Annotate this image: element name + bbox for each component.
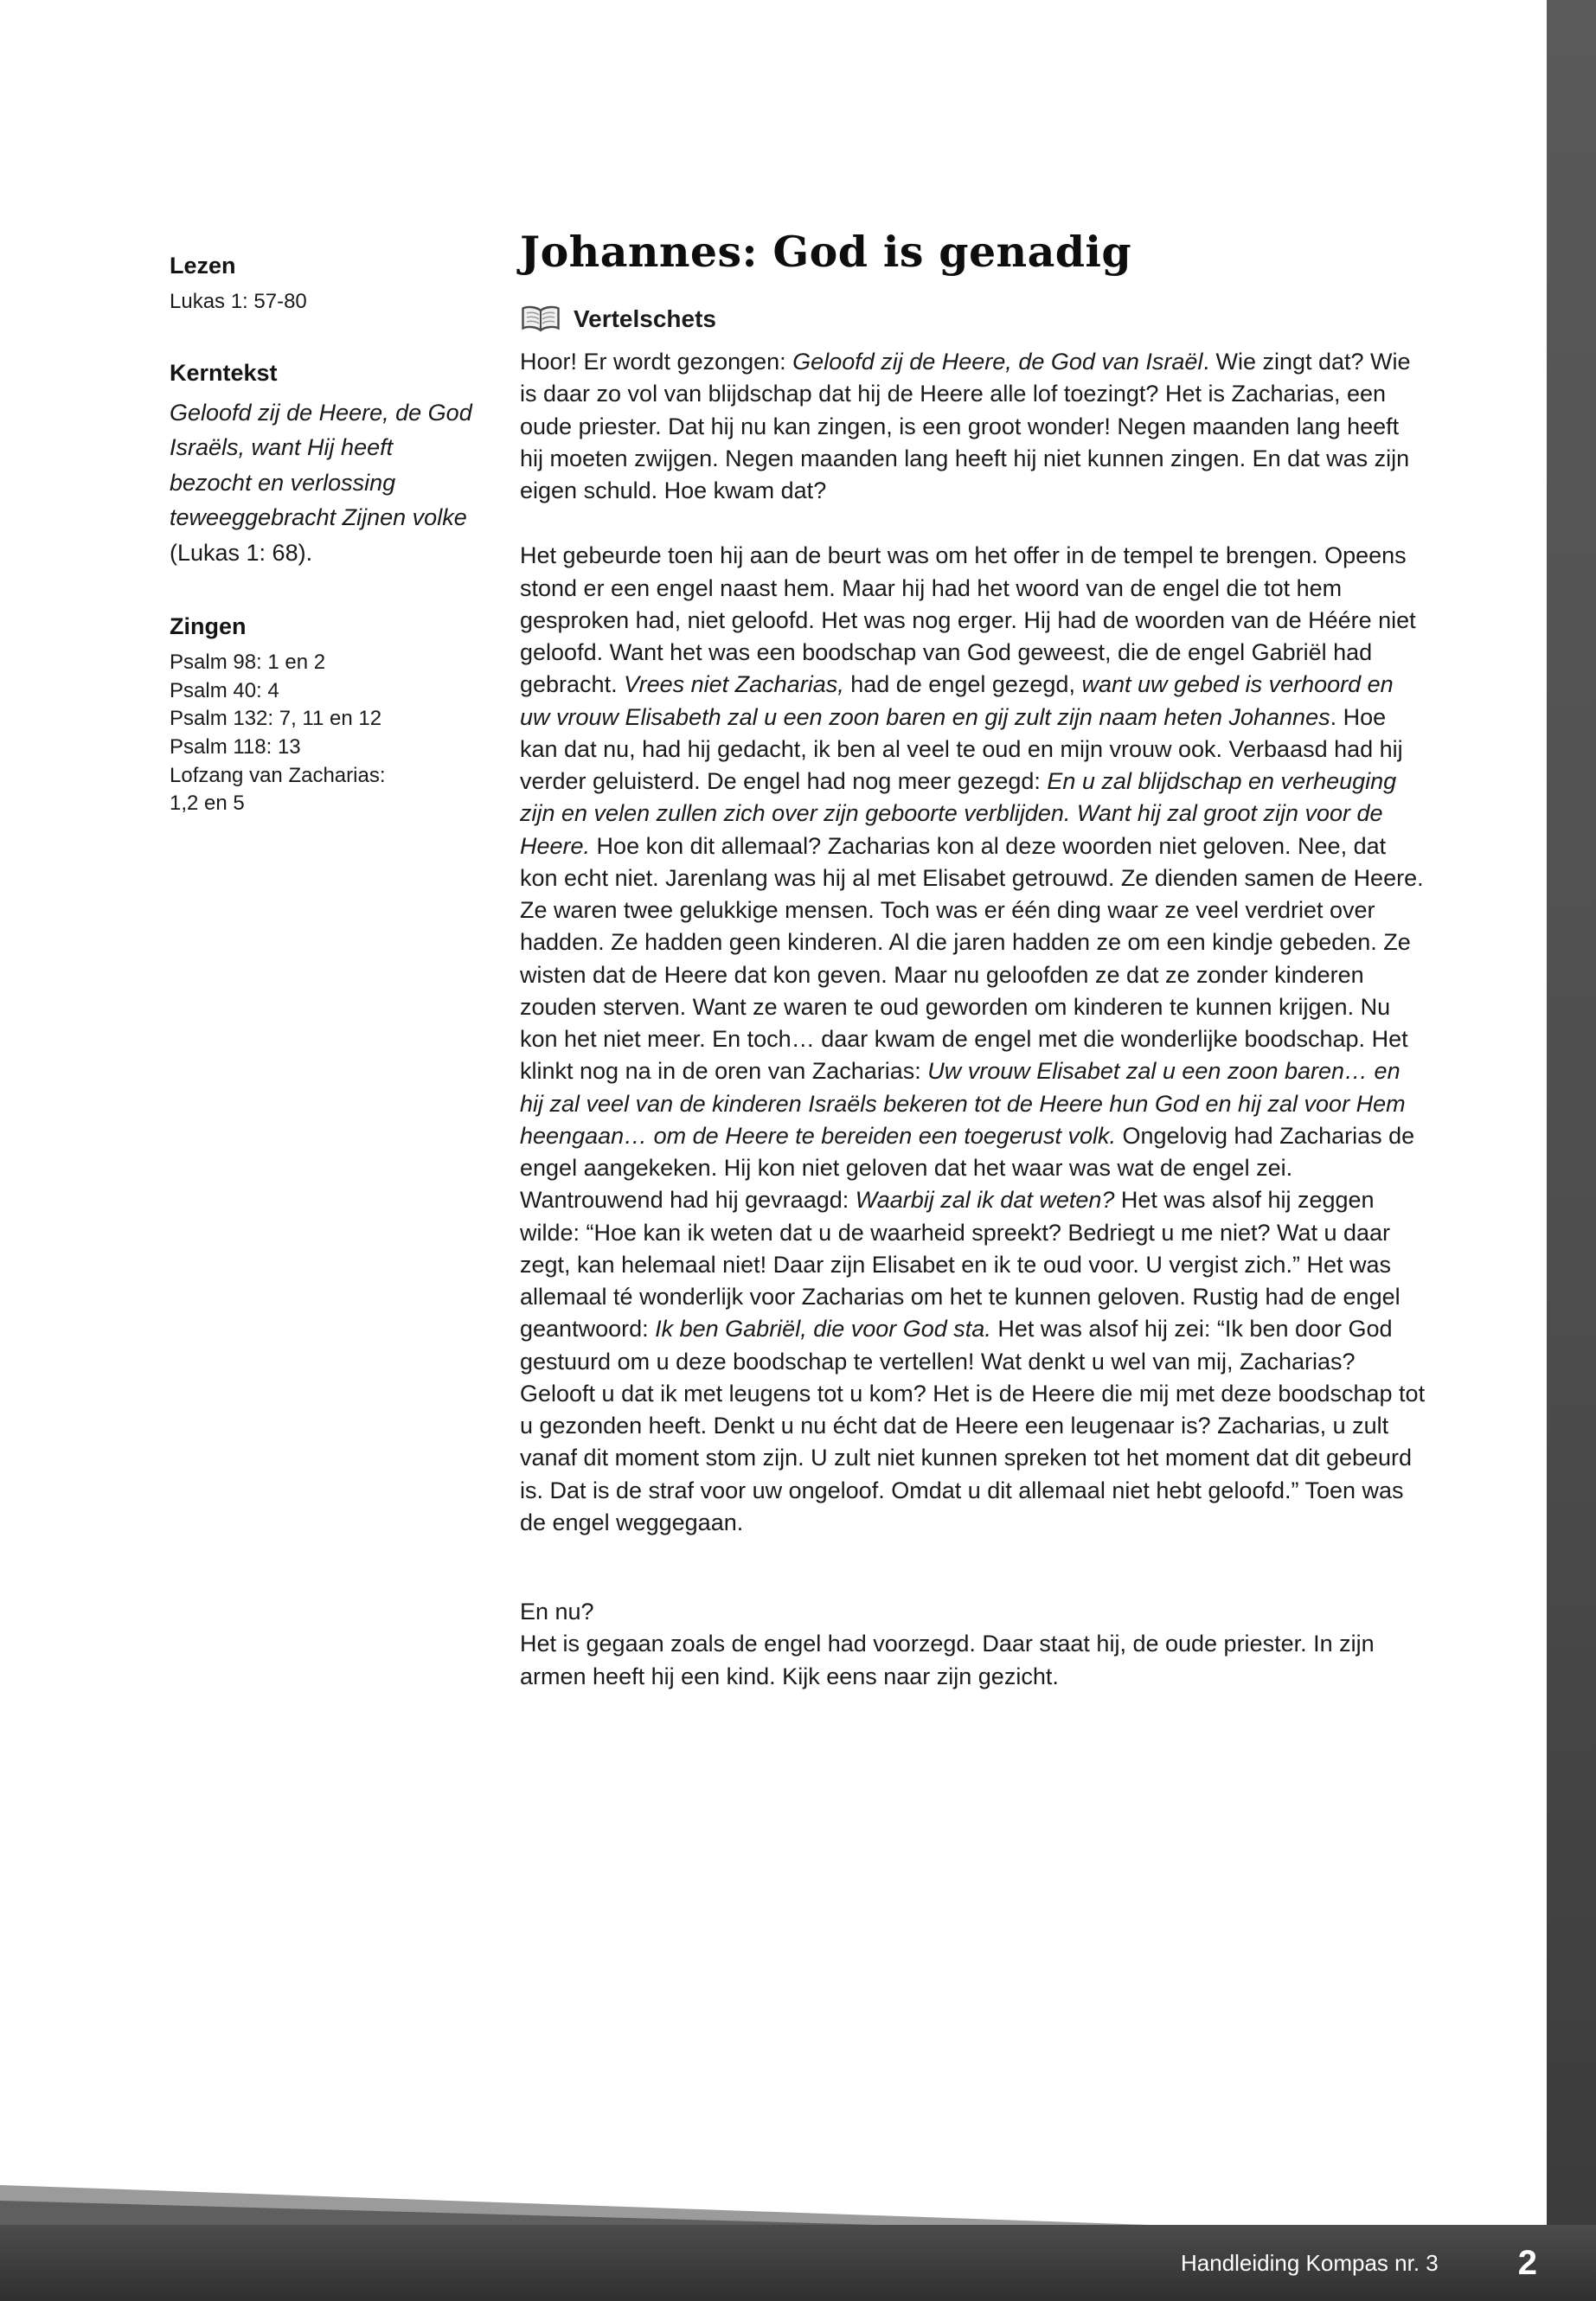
zingen-line: Psalm 40: 4	[170, 678, 279, 702]
zingen-line: Lofzang van Zacharias:	[170, 763, 386, 787]
story-paragraph-1: Hoor! Er wordt gezongen: Geloofd zij de Heere, de God van Israël. Wie zingt dat? Wie is daar zo vol van blijdschap dat hij de Heere alle lof toezingt? Het is Zacharias, een oude priester. Dat hij nu kan zingen, is een groot wonder! Negen maanden lang heeft hij moeten zwijgen. Negen maanden lang heeft hij niet kunnen zingen. En dat was zijn eigen schuld. Hoe kwam dat?	[520, 349, 1411, 503]
section-heading-vertelschets: Vertelschets	[574, 305, 716, 332]
vertelschets-header	[520, 304, 1426, 334]
article-title: Johannes: God is genadig	[520, 227, 1132, 277]
sidebar-section-zingen	[170, 613, 472, 818]
story-line-en-nu: En nu?	[520, 1599, 594, 1625]
zingen-line: 1,2 en 5	[170, 792, 245, 816]
right-edge-strip	[1547, 0, 1596, 2301]
sidebar-heading-kerntekst: Kerntekst	[170, 359, 278, 386]
footer-bar	[0, 2225, 1596, 2301]
sidebar-heading-zingen: Zingen	[170, 613, 247, 640]
sidebar-section-kerntekst	[170, 360, 472, 571]
zingen-line: Psalm 98: 1 en 2	[170, 651, 326, 675]
story-paragraph-2: Het gebeurde toen hij aan de beurt was om het offer in de tempel te brengen. Opeens stond er een engel naast hem. Maar hij had het woord van de engel die tot hem gesproken had, niet geloofd. Het was nog erger. Hij had de woorden van de Héére niet geloofd. Want het was een boodschap van God geweest, die de engel Gabriël had gebracht. Vrees niet Zacharias, had de engel gezegd, want uw gebed is verhoord en uw vrouw Elisabeth zal u een zoon baren en gij zult zijn naam heten Johannes. Hoe kan dat nu, had hij gedacht, ik ben al veel te oud en mijn vrouw ook. Verbaasd had hij verder geluisterd. De engel had nog meer gezegd: En u zal blijdschap en verheuging zijn en velen zullen zich over zijn geboorte verblijden. Want hij zal groot zijn voor de Heere. Hoe kon dit allemaal? Zacharias kon al deze woorden niet geloven. Nee, dat kon echt niet. Jarenlang was hij al met Elisabet getrouwd. Ze dienden samen de Heere. Ze waren twee gelukkige mensen. Toch was er één ding waar ze veel verdriet over hadden. Ze hadden geen kinderen. Al die jaren hadden ze om een kindje gebeden. Ze wisten dat de Heere dat kon geven. Maar nu geloofden ze dat ze zonder kinderen zouden sterven. Want ze waren te oud geworden om kinderen te kunnen krijgen. Nu kon het niet meer. En toch… daar kwam de engel met die wonderlijke boodschap. Het klinkt nog na in de oren van Zacharias: Uw vrouw Elisabet zal u een zoon baren… en hij zal veel van de kinderen Israëls bekeren tot de Heere hun God en hij zal voor Hem heengaan… om de Heere te bereiden een toegerust volk. Ongelovig had Zacharias de engel aangekeken. Hij kon niet geloven dat het waar was wat de engel zei. Wantrouwend had hij gevraagd: Waarbij zal ik dat weten? Het was alsof hij zeggen wilde: “Hoe kan ik weten dat u de waarheid spreekt? Bedriegt u me niet? Wat u daar zegt, kan helemaal niet! Daar zijn Elisabet en ik te oud voor. U vergist zich.” Het was allemaal té wonderlijk voor Zacharias om het te kunnen geloven. Rustig had de engel geantwoord: Ik ben Gabriël, die voor God sta. Het was alsof hij zei: “Ik ben door God gestuurd om u deze boodschap te vertellen! Wat denkt u wel van mij, Zacharias? Gelooft u dat ik met leugens tot u kom? Het is de Heere die mij met deze boodschap tot u gezonden heeft. Denkt u nu écht dat de Heere een leugenaar is? Zacharias, u zult vanaf dit moment stom zijn. U zult niet kunnen spreken tot het moment dat dit gebeurd is. Dat is de straf voor uw ongeloof. Omdat u dit allemaal niet hebt geloofd.” Toen was de engel weggegaan.	[520, 542, 1426, 1535]
zingen-line: Psalm 132: 7, 11 en 12	[170, 707, 382, 731]
sidebar	[170, 253, 472, 862]
sidebar-section-lezen	[170, 253, 472, 317]
open-book-icon	[520, 304, 561, 334]
article	[520, 227, 1426, 1693]
story-paragraph-3: Het is gegaan zoals de engel had voorzegd. Daar staat hij, de oude priester. In zijn armen heeft hij een kind. Kijk eens naar zijn gezicht.	[520, 1631, 1375, 1689]
zingen-line: Psalm 118: 13	[170, 735, 301, 759]
footer-doc-title: Handleiding Kompas nr. 3	[1181, 2249, 1439, 2276]
kerntekst-quote: Geloofd zij de Heere, de God Israëls, want Hij heeft bezocht en verlossing teweeggebracht Zijnen volke (Lukas 1: 68).	[170, 399, 472, 566]
footer-page-number: 2	[1517, 2243, 1537, 2282]
sidebar-heading-lezen: Lezen	[170, 253, 236, 279]
sidebar-line-lezen: Lukas 1: 57-80	[170, 290, 307, 313]
